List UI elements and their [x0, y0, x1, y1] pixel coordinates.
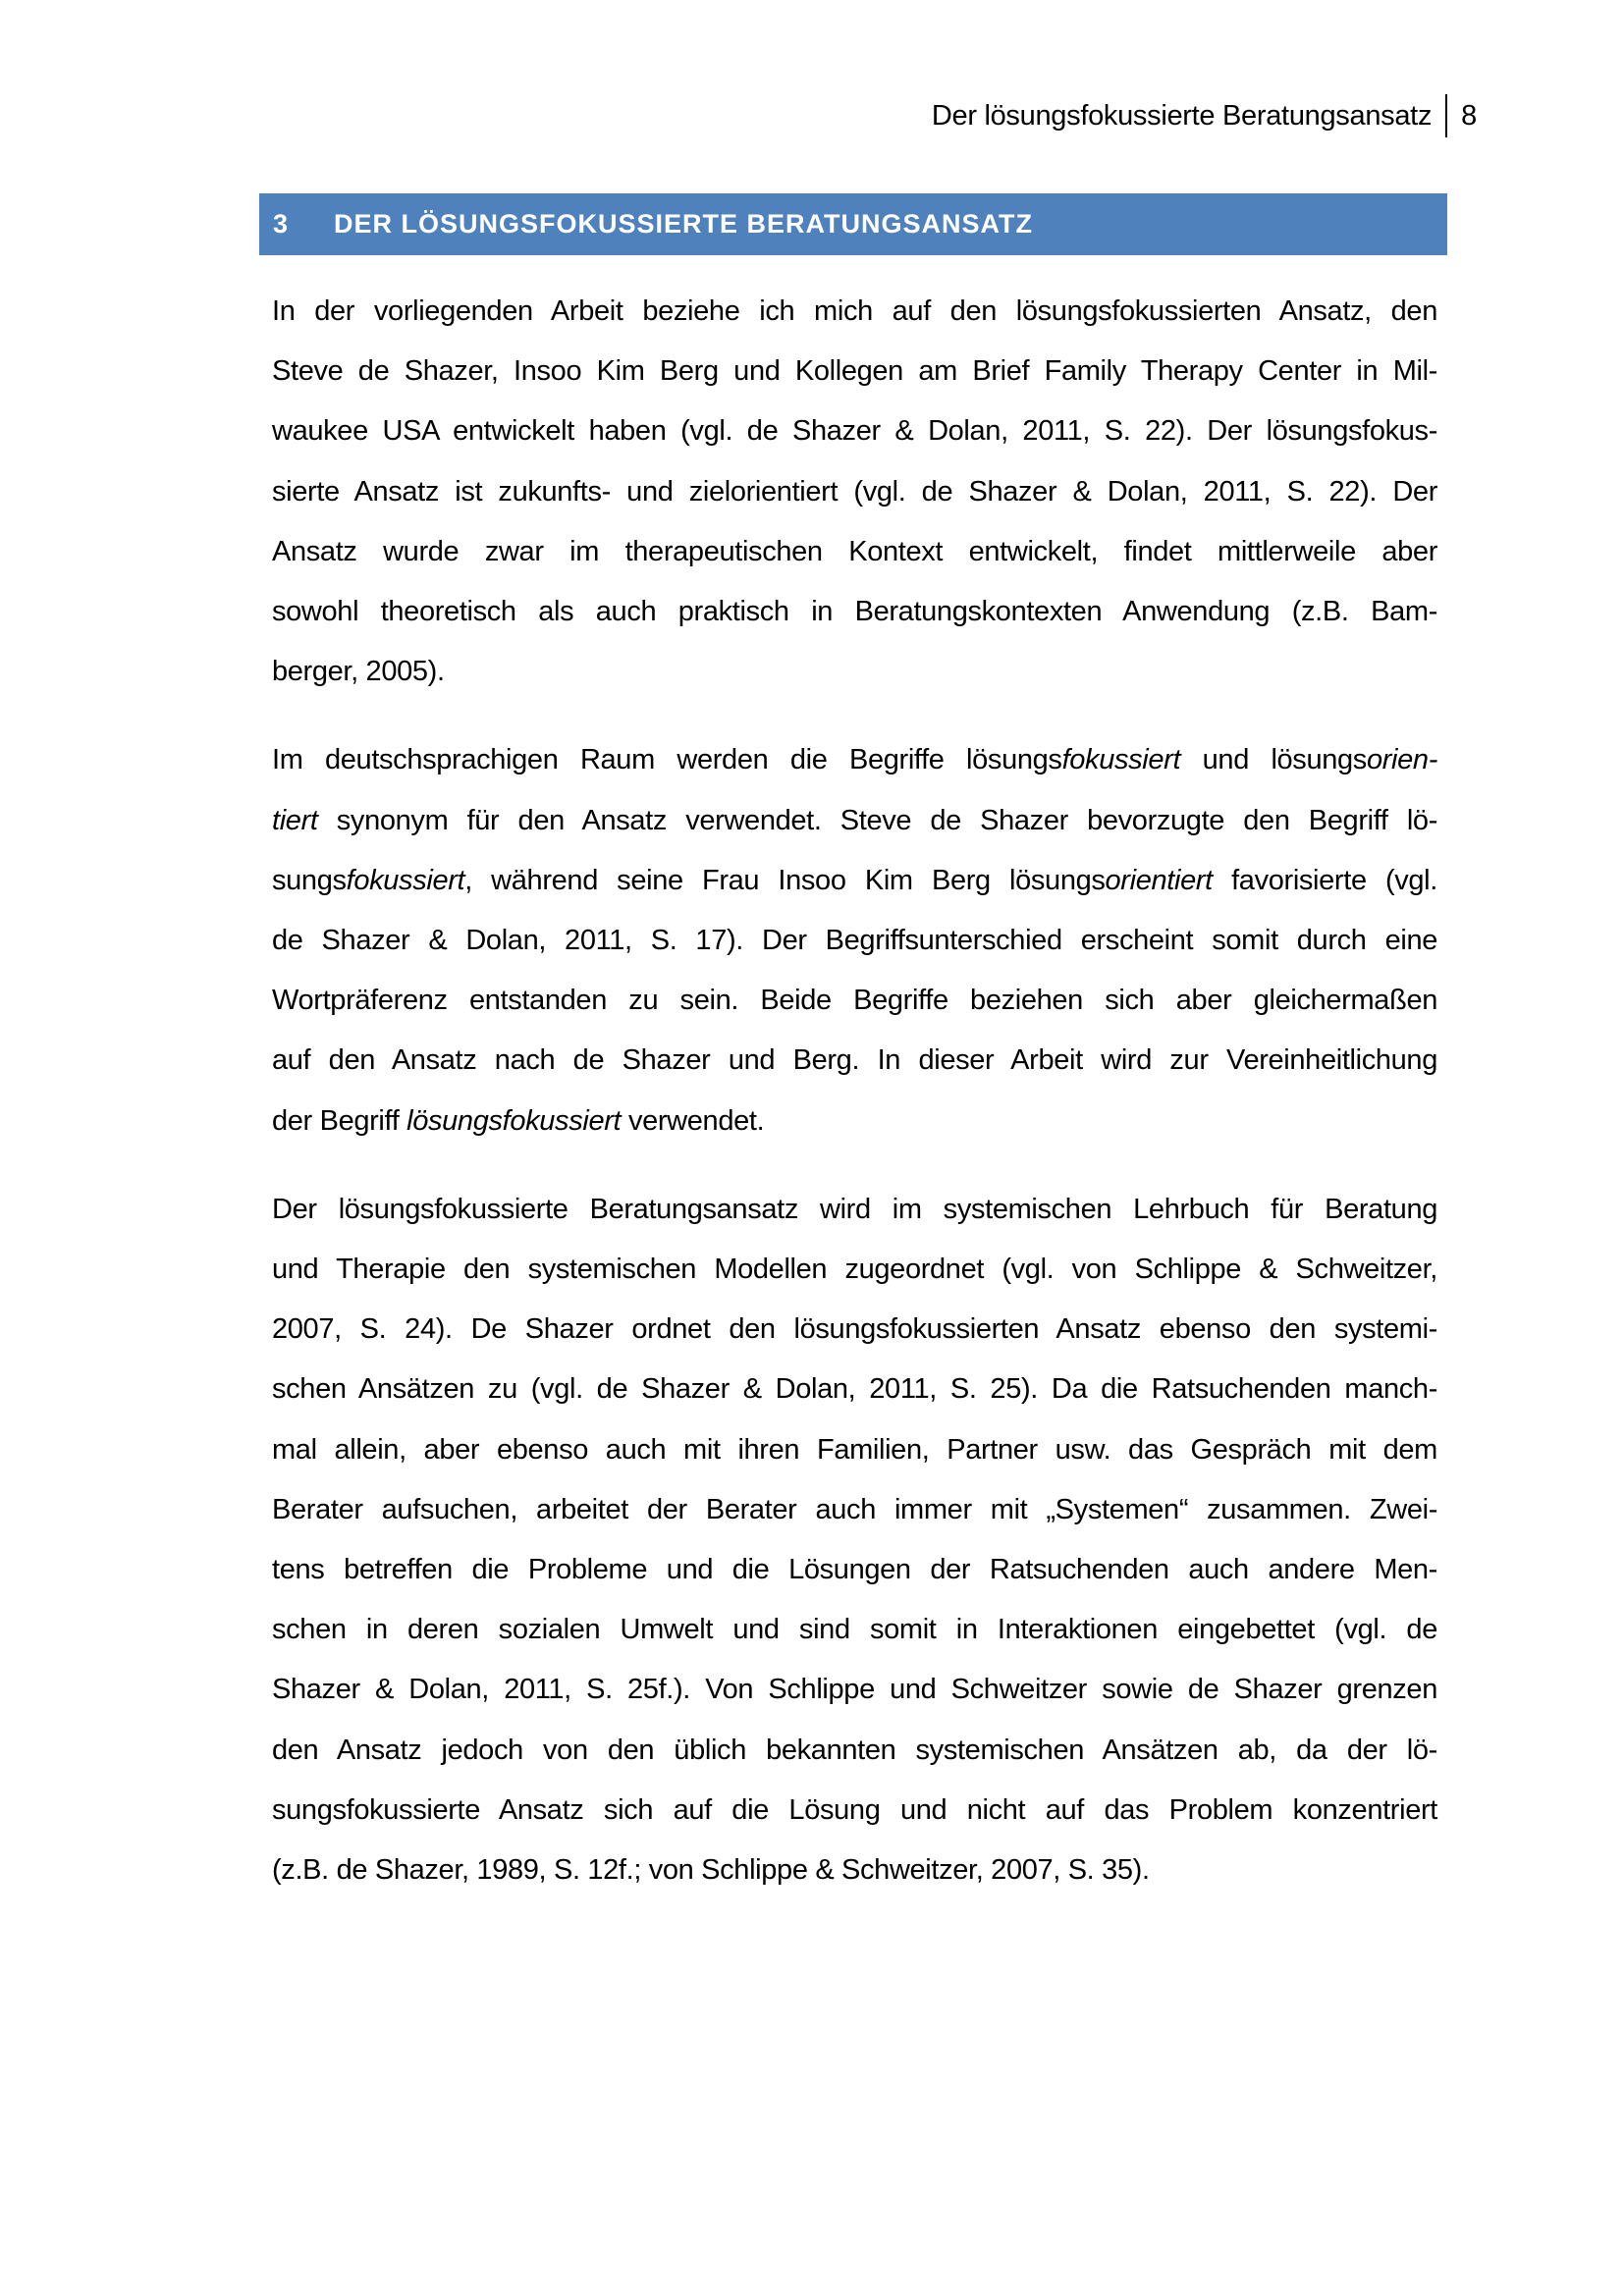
text-run: (z.B. de Shazer, 1989, S. 12f.; von Schlippe & Schweitzer, 2007, S. 35).: [272, 1854, 1150, 1887]
italic-term: lösungsfokussiert: [406, 1104, 622, 1137]
text-line: [272, 522, 1437, 582]
text-run: den Ansatz jedoch von den üblich bekannten systemischen Ansätzen ab, da der lö-: [272, 1734, 1437, 1766]
text-run: berger, 2005).: [272, 656, 445, 688]
text-run: de Shazer & Dolan, 2011, S. 17). Der Begriffsunterschied erscheint somit durch eine: [272, 925, 1437, 957]
text-run: sungs: [272, 864, 347, 896]
text-line: [272, 1480, 1437, 1540]
text-run: schen Ansätzen zu (vgl. de Shazer & Dolan, 2011, S. 25). Da die Ratsuchenden manch-: [272, 1373, 1437, 1406]
header-separator: [1445, 94, 1447, 137]
text-line: [272, 282, 1437, 342]
italic-term: fokussiert: [1061, 744, 1181, 776]
chapter-heading: [259, 193, 1447, 255]
running-title: Der lösungsfokussierte Beratungsansatz: [931, 99, 1433, 132]
text-line: [272, 342, 1437, 401]
text-line: [272, 1031, 1437, 1091]
text-run: 2007, S. 24). De Shazer ordnet den lösungsfokussierten Ansatz ebenso den systemi-: [272, 1313, 1437, 1346]
paragraph: [272, 1180, 1437, 1900]
text-run: waukee USA entwickelt haben (vgl. de Shazer & Dolan, 2011, S. 22). Der lösungsfokus-: [272, 415, 1437, 448]
text-line: [272, 1540, 1437, 1600]
text-line: [272, 1721, 1437, 1781]
text-line: [272, 911, 1437, 971]
paragraph: [272, 730, 1437, 1150]
text-line: [272, 1092, 1437, 1151]
body-text: [272, 282, 1437, 1929]
text-run: , während seine Frau Insoo Kim Berg lösungs: [464, 864, 1106, 896]
text-line: [272, 1180, 1437, 1240]
text-run: Ansatz wurde zwar im therapeutischen Kontext entwickelt, findet mittlerweile aber: [272, 535, 1437, 567]
chapter-title: DER LÖSUNGSFOKUSSIERTE BERATUNGSANSATZ: [334, 209, 1034, 239]
running-header: [932, 94, 1477, 137]
page-number: 8: [1461, 99, 1477, 132]
text-run: mal allein, aber ebenso auch mit ihren Familien, Partner usw. das Gespräch mit dem: [272, 1433, 1437, 1466]
italic-term: tiert: [272, 804, 318, 836]
text-line: [272, 1600, 1437, 1660]
text-run: tens betreffen die Probleme und die Lösungen der Ratsuchenden auch andere Men-: [272, 1554, 1437, 1586]
text-run: synonym für den Ansatz verwendet. Steve de Shazer bevorzugte den Begriff lö-: [317, 804, 1437, 836]
text-line: [272, 1781, 1437, 1841]
italic-term: orien-: [1366, 744, 1437, 776]
text-run: Steve de Shazer, Insoo Kim Berg und Kollegen am Brief Family Therapy Center in Mil-: [272, 355, 1437, 388]
paragraph: [272, 282, 1437, 702]
text-run: sierte Ansatz ist zukunfts- und zielorientiert (vgl. de Shazer & Dolan, 2011, S. 22). Der: [272, 475, 1437, 507]
text-line: [272, 1420, 1437, 1480]
text-run: und lösungs: [1180, 744, 1367, 776]
text-line: [272, 582, 1437, 642]
text-line: [272, 851, 1437, 911]
text-run: sowohl theoretisch als auch praktisch in Beratungskontexten Anwendung (z.B. Bam-: [272, 596, 1437, 628]
text-run: Wortpräferenz entstanden zu sein. Beide Begriffe beziehen sich aber gleichermaßen: [272, 985, 1437, 1017]
text-run: sungsfokussierte Ansatz sich auf die Lösung und nicht auf das Problem konzentriert: [272, 1793, 1437, 1826]
italic-term: orientiert: [1105, 864, 1213, 896]
text-run: auf den Ansatz nach de Shazer und Berg. In dieser Arbeit wird zur Vereinheitlichung: [272, 1044, 1437, 1077]
text-line: [272, 1240, 1437, 1300]
text-line: [272, 1660, 1437, 1720]
text-line: [272, 462, 1437, 522]
text-line: [272, 1841, 1437, 1900]
text-run: In der vorliegenden Arbeit beziehe ich mich auf den lösungsfokussierten Ansatz, den: [272, 295, 1437, 327]
text-line: [272, 642, 1437, 702]
text-line: [272, 401, 1437, 461]
text-line: [272, 791, 1437, 851]
text-run: und Therapie den systemischen Modellen zugeordnet (vgl. von Schlippe & Schweitzer,: [272, 1254, 1437, 1286]
text-run: favorisierte (vgl.: [1212, 864, 1437, 896]
text-run: schen in deren sozialen Umwelt und sind somit in Interaktionen eingebettet (vgl. de: [272, 1614, 1437, 1646]
text-line: [272, 1300, 1437, 1360]
italic-term: fokussiert: [346, 864, 465, 896]
text-run: der Begriff: [272, 1104, 407, 1137]
text-line: [272, 971, 1437, 1031]
text-run: Shazer & Dolan, 2011, S. 25f.). Von Schlippe und Schweitzer sowie de Shazer grenzen: [272, 1674, 1437, 1706]
chapter-number: 3: [273, 209, 290, 239]
text-line: [272, 730, 1437, 790]
text-line: [272, 1360, 1437, 1419]
text-run: Der lösungsfokussierte Beratungsansatz wird im systemischen Lehrbuch für Beratung: [272, 1193, 1437, 1225]
text-run: verwendet.: [621, 1104, 765, 1137]
text-run: Berater aufsuchen, arbeitet der Berater auch immer mit „Systemen“ zusammen. Zwei-: [272, 1493, 1437, 1525]
text-run: Im deutschsprachigen Raum werden die Begriffe lösungs: [272, 744, 1062, 776]
